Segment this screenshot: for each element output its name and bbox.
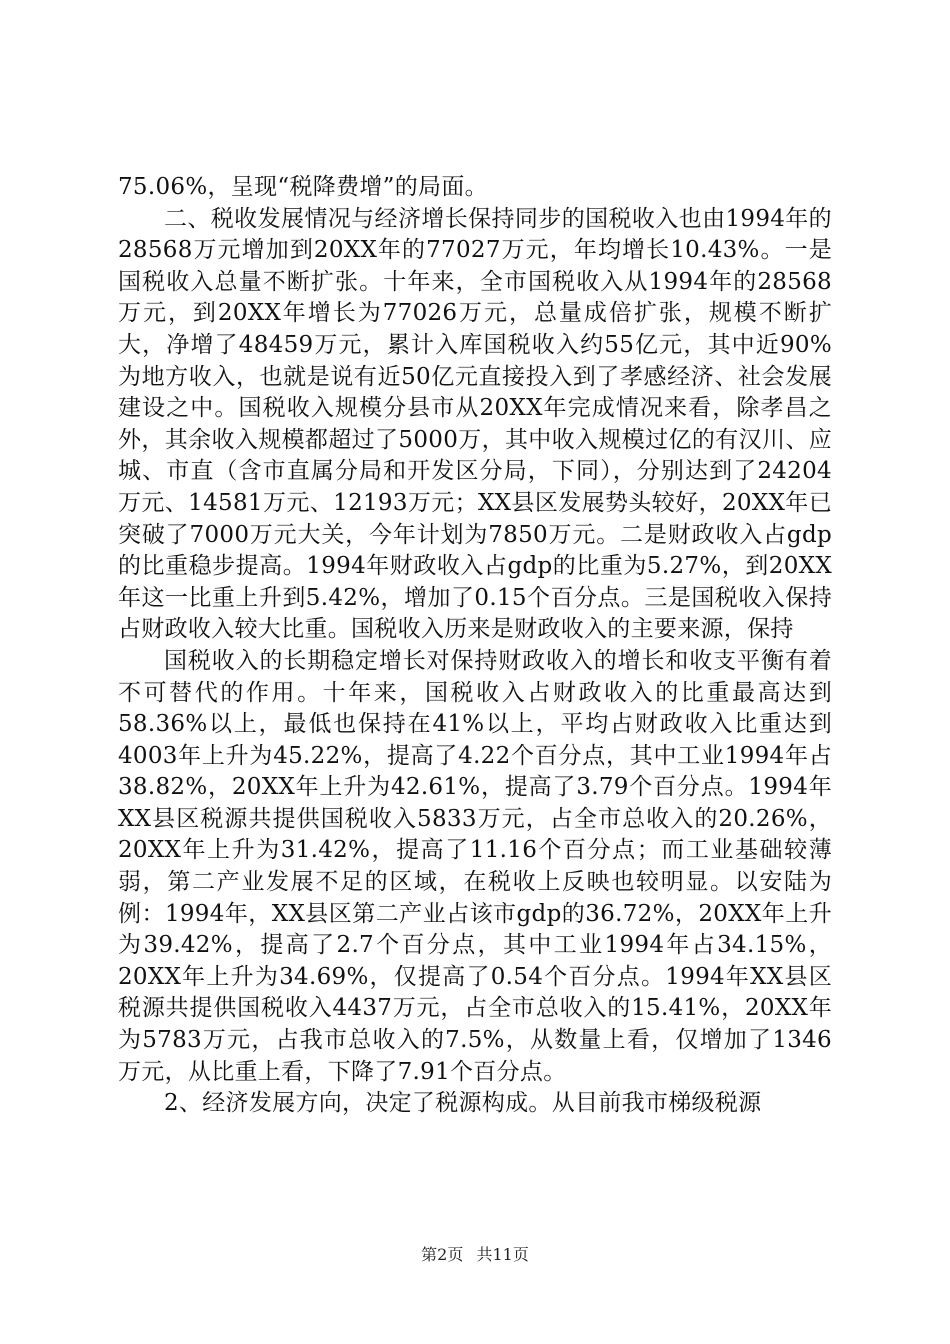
total-pages: 共11页 [476, 1245, 529, 1264]
paragraph-tax-share: 国税收入的长期稳定增长对保持财政收入的增长和收支平衡有着不可替代的作用。十年来，国税收入占财政收入的比重最高达到58.36%以上，最低也保持在41%以上，平均占财政收入比重达到4003年上升为45.22%，提高了4.22个百分点，其中工业1994年占38.82%，20XX年上升为42.61%，提高了3.79个百分点。1994年XX县区税源共提供国税收入5833万元，占全市总收入的20.26%，20XX年上升为31.42%，提高了11.16个百分点；而工业基础较薄弱，第二产业发展不足的区域，在税收上反映也较明显。以安陆为例：1994年，XX县区第二产业占该市gdp的36.72%，20XX年上升为39.42%，提高了2.7个百分点，其中工业1994年占34.15%，20XX年上升为34.69%，仅提高了0.54个百分点。1994年XX县区税源共提供国税收入4437万元，占全市总收入的15.41%，20XX年为5783万元，占我市总收入的7.5%，从数量上看，仅增加了1346万元，从比重上看，下降了7.91个百分点。 [118, 647, 832, 1085]
document-body [118, 172, 832, 1120]
paragraph-tax-development: 二、税收发展情况与经济增长保持同步的国税收入也由1994年的28568万元增加到20XX年的77027万元，年均增长10.43%。一是国税收入总量不断扩张。十年来，全市国税收入从1994年的28568万元，到20XX年增长为77026万元，总量成倍扩张，规模不断扩大，净增了48459万元，累计入库国税收入约55亿元，其中近90%为地方收入，也就是说有近50亿元直接投入到了孝感经济、社会发展建设之中。国税收入规模分县市从20XX年完成情况来看，除孝昌之外，其余收入规模都超过了5000万，其中收入规模过亿的有汉川、应城、市直（含市直属分局和开发区分局，下同），分别达到了24204万元、14581万元、12193万元；XX县区发展势头较好，20XX年已突破了7000万元大关，今年计划为7850万元。二是财政收入占gdp的比重稳步提高。1994年财政收入占gdp的比重为5.27%，到20XX年这一比重上升到5.42%，增加了0.15个百分点。三是国税收入保持占财政收入较大比重。国税收入历来是财政收入的主要来源，保持 [118, 205, 832, 643]
page-number: 第2页 [421, 1245, 464, 1264]
page-footer [0, 1242, 950, 1265]
paragraph-continuation: 75.06%，呈现“税降费增”的局面。 [118, 174, 488, 200]
paragraph-economic-direction: 2、经济发展方向，决定了税源构成。从目前我市梯级税源 [164, 1090, 762, 1117]
